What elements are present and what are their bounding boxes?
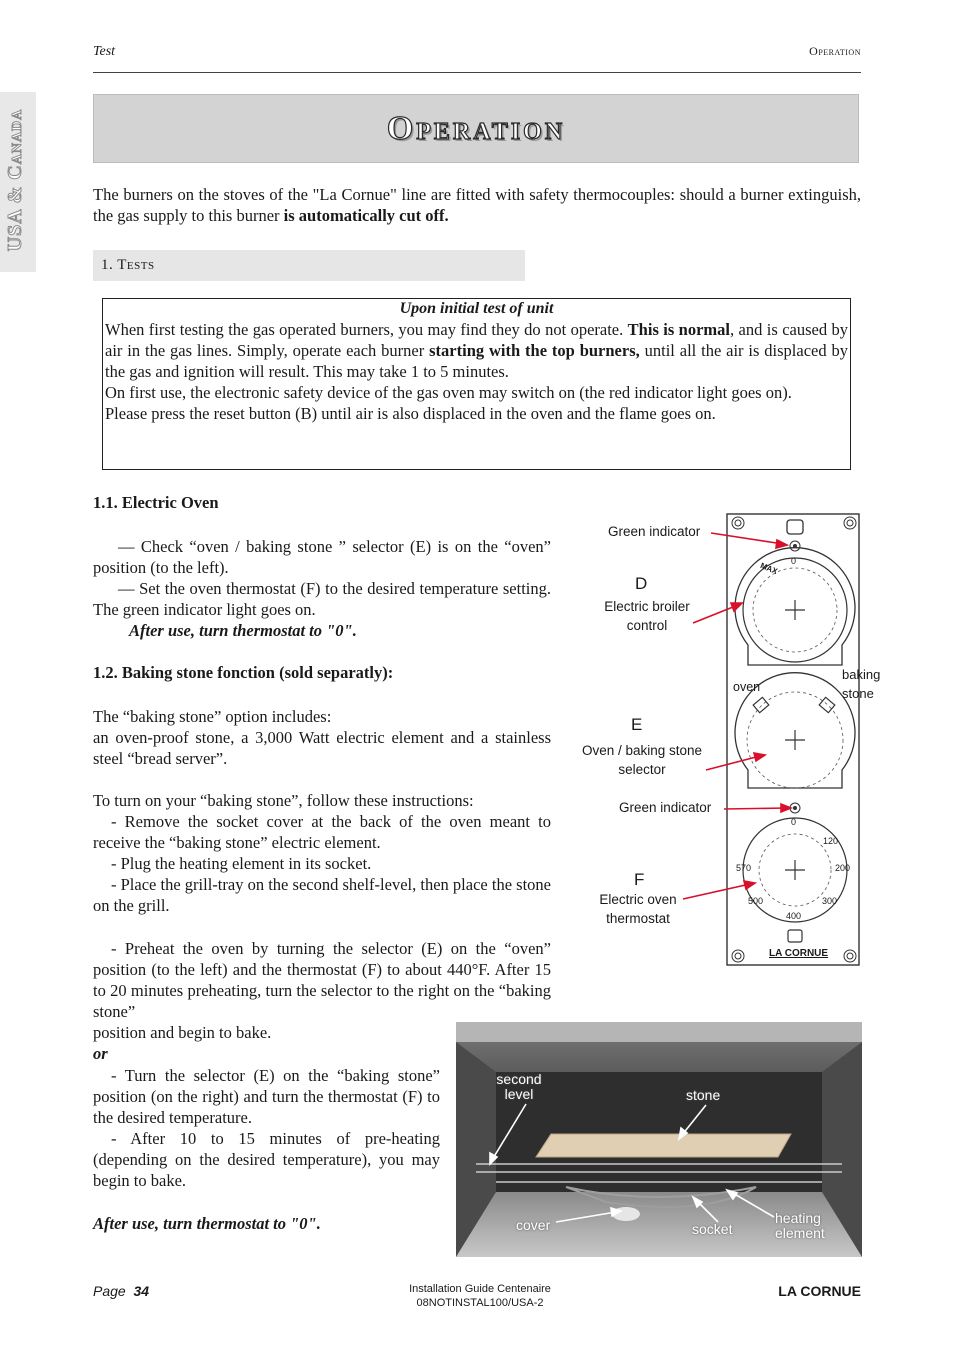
dial-400: 400	[786, 911, 802, 921]
baking-step-3: - Place the grill-tray on the second shelf-level, then place the stone on the grill.	[93, 875, 551, 915]
baking-includes-detail: an oven-proof stone, a 3,000 Watt electric element and a stainless steel “bread server”.	[93, 728, 551, 768]
panel-brand: LA CORNUE	[769, 948, 829, 959]
header-right: Operation	[809, 44, 861, 58]
footer-page	[93, 1283, 149, 1299]
notice-p1-c: , and is caused by air in the gas lines. Simply, operate each burner	[105, 320, 848, 360]
notice-p1-b: This is normal	[627, 320, 731, 339]
intro-paragraph	[93, 184, 861, 226]
spacer	[93, 916, 551, 937]
electric-oven-line-3: After use, turn thermostat to "0".	[129, 621, 357, 640]
label-baking: baking	[842, 667, 881, 682]
header-rule	[93, 72, 861, 73]
photo-stone	[536, 1134, 791, 1157]
baking-end: After use, turn thermostat to "0".	[93, 1214, 321, 1233]
notice-p1-a: When first testing the gas operated burners, you may find they do not operate.	[105, 320, 628, 339]
side-tab-label: USA & Canada	[4, 108, 26, 252]
label-d: D	[635, 574, 648, 593]
footer-doc-title: Installation Guide Centenaire	[409, 1283, 551, 1295]
label-selector-2: selector	[618, 762, 666, 777]
footer-brand: LA CORNUE	[778, 1283, 861, 1299]
photo-label-heating-element	[775, 1211, 845, 1241]
electric-oven-heading: 1.1. Electric Oven	[93, 493, 219, 512]
baking-stone-heading: 1.2. Baking stone fonction (sold separatly):	[93, 663, 394, 682]
footer-doc-code: 08NOTINSTAL100/USA-2	[416, 1297, 544, 1309]
label-f: F	[634, 870, 645, 889]
dial-200: 200	[835, 863, 851, 873]
label-green-indicator-mid: Green indicator	[619, 800, 712, 815]
label-oven: oven	[733, 680, 761, 694]
photo-label-second-level	[492, 1072, 546, 1102]
electric-oven-line-1: — Check “oven / baking stone ” selector (E) is on the “oven” position (to the left).	[93, 537, 551, 577]
section-title: 1. Tests	[93, 250, 525, 281]
baking-step-4a-text: - Preheat the oven by turning the selector (E) on the “oven” position (to the left) and the thermostat (F) to about 440°F. After 15 to 20 minutes preheating, turn the selector to the right on the “baking stone”	[93, 939, 551, 1021]
label-e: E	[631, 715, 643, 734]
photo-label-socket: socket	[692, 1221, 733, 1237]
label-selector-1: Oven / baking stone	[581, 743, 703, 758]
header-left: Test	[93, 44, 116, 59]
photo-label-second: second	[496, 1071, 542, 1087]
label-broiler-2: control	[626, 618, 668, 633]
baking-step-1: - Remove the socket cover at the back of the oven meant to receive the “baking stone” electric element.	[93, 812, 551, 852]
photo-label-level: level	[504, 1086, 534, 1102]
label-thermo-2: thermostat	[606, 911, 670, 926]
baking-stone-body-1	[93, 706, 551, 937]
photo-label-heating: heating	[775, 1210, 821, 1226]
baking-or: or	[93, 1044, 108, 1063]
dial-570: 570	[736, 863, 752, 873]
baking-step-6: - After 10 to 15 minutes of pre-heating (depending on the desired temperature), you may begin to bake.	[93, 1129, 440, 1190]
photo-label-element: element	[775, 1225, 825, 1241]
footer-page-number: 34	[133, 1283, 150, 1299]
baking-includes: The “baking stone” option includes:	[93, 707, 332, 726]
baking-step-5: - Turn the selector (E) on the “baking stone” position (on the right) and turn the thermostat (F) to the desired temperature.	[93, 1066, 440, 1127]
dial-max: MAX	[758, 560, 779, 577]
electric-oven-body	[93, 536, 551, 641]
label-thermo-1: Electric oven	[599, 892, 677, 907]
photo-label-cover: cover	[516, 1217, 551, 1233]
dial-d-zero: 0	[791, 556, 797, 566]
notice-p1-d: starting with the top burners,	[429, 341, 640, 360]
baking-step-4b: position and begin to bake.	[93, 1023, 272, 1042]
label-broiler-1: Electric broiler	[604, 599, 690, 614]
notice-heading: Upon initial test of unit	[399, 300, 554, 317]
baking-body-2	[93, 1065, 440, 1191]
notice-paragraph-2: On first use, the electronic safety device of the gas oven may switch on (the red indicator light goes on).	[105, 383, 792, 402]
dial-500: 500	[748, 896, 764, 906]
footer-center	[330, 1282, 630, 1310]
title-banner	[93, 94, 859, 163]
notice-paragraph-1	[105, 319, 848, 382]
notice-box	[102, 298, 851, 470]
notice-paragraph-3: Please press the reset button (B) until air is also displaced in the oven and the flame goes on.	[105, 404, 716, 423]
photo-label-stone: stone	[686, 1087, 721, 1103]
dial-120: 120	[823, 836, 839, 846]
footer-page-label: Page	[93, 1283, 126, 1299]
dial-f-zero: 0	[791, 817, 797, 827]
electric-oven-line-2: — Set the oven thermostat (F) to the desired temperature setting. The green indicator light goes on.	[93, 579, 551, 619]
intro-text: The burners on the stoves of the "La Cornue" line are fitted with safety thermocouples: should a burner extinguish, the gas supply to this burner	[93, 185, 861, 225]
dial-300: 300	[822, 896, 838, 906]
label-green-indicator-top: Green indicator	[608, 524, 701, 539]
baking-turn-on: To turn on your “baking stone”, follow these instructions:	[93, 791, 474, 810]
notice-p1-e: until all the air is displaced by the gas and ignition will result. This may take 1 to 5 minutes.	[105, 341, 848, 381]
baking-step-2: - Plug the heating element in its socket.	[111, 854, 372, 873]
intro-bold: is automatically cut off.	[283, 206, 449, 225]
page-title: Operation	[386, 109, 566, 147]
label-stone: stone	[842, 686, 874, 701]
spacer	[93, 769, 551, 790]
baking-step-4a	[93, 938, 551, 1022]
